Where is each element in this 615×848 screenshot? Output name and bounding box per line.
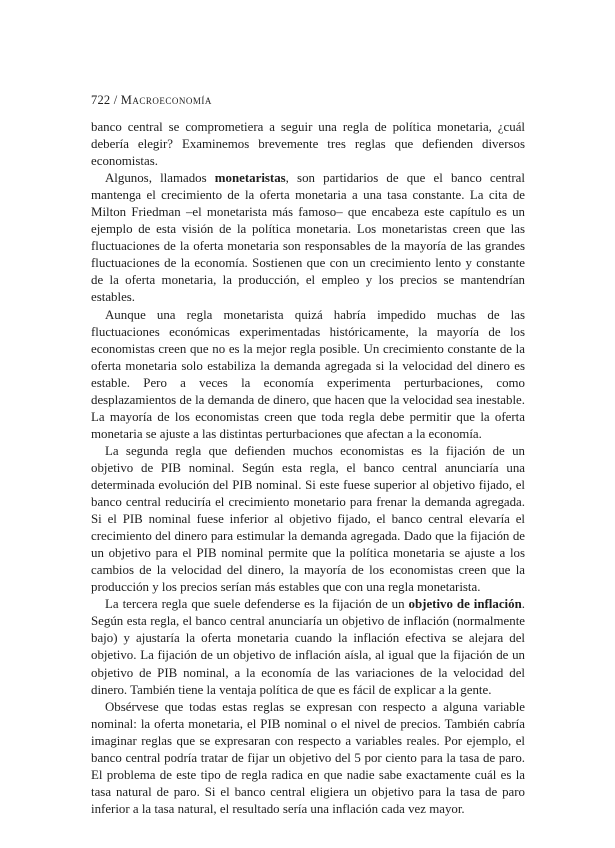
paragraph	[91, 119, 525, 170]
paragraph-text: . Según esta regla, el banco central anunciaría un objetivo de inflación (normalmente bajo) y ajustaría la oferta monetaria cuando la inflación efectiva se alejara del objetivo. La fijación de un objetivo de inflación aísla, al igual que la fijación de un objetivo de PIB nominal, a la economía de las variaciones de la velocidad del dinero. También tiene la ventaja política de que es fácil de explicar a la gente.	[91, 597, 525, 697]
book-title: Macroeconomía	[120, 93, 212, 107]
header-separator: /	[113, 93, 118, 107]
paragraph-text: banco central se comprometiera a seguir una regla de política monetaria, ¿cuál debería elegir? Examinemos brevemente tres reglas que defienden diversos economistas.	[91, 120, 525, 169]
paragraph-text: Algunos, llamados	[105, 171, 215, 186]
bold-term: monetaristas	[214, 171, 286, 186]
running-header	[91, 93, 212, 108]
paragraph-text: La tercera regla que suele defenderse es la fijación de un	[105, 597, 409, 612]
bold-term: objetivo de inflación	[408, 597, 522, 612]
paragraph	[91, 443, 525, 596]
paragraph-text: Obsérvese que todas estas reglas se expresan con respecto a alguna variable nominal: la oferta monetaria, el PIB nominal o el nivel de precios. También cabría imaginar reglas que se expresaran con respecto a variables reales. Por ejemplo, el banco central podría tratar de fijar un objetivo del 5 por ciento para la tasa de paro. El problema de este tipo de regla radica en que nadie sabe exactamente cuál es la tasa natural de paro. Si el banco central eligiera un objetivo para la tasa de paro inferior a la tasa natural, el resultado sería una inflación cada vez mayor.	[91, 699, 525, 816]
paragraph	[91, 307, 525, 443]
body-text	[91, 119, 525, 818]
paragraph-text: La segunda regla que defienden muchos economistas es la fijación de un objetivo de PIB nominal. Según esta regla, el banco central anunciaría una determinada evolución del PIB nominal. Si este fuese superior al objetivo fijado, el banco central reduciría el crecimiento monetario para frenar la demanda agregada. Si el PIB nominal fuese inferior al objetivo fijado, el banco central elevaría el crecimiento del dinero para estimular la demanda agregada. Dado que la fijación de un objetivo para el PIB nominal permite que la política monetaria se ajuste a los cambios de la velocidad del dinero, la mayoría de los economistas creen que la producción y los precios serían más estables que con una regla monetarista.	[91, 443, 525, 595]
paragraph-text: Aunque una regla monetarista quizá habría impedido muchas de las fluctuaciones económicas experimentadas históricamente, la mayoría de los economistas creen que no es la mejor regla posible. Un crecimiento constante de la oferta monetaria solo estabiliza la demanda agregada si la velocidad del dinero es estable. Pero a veces la economía experimenta perturbaciones, como desplazamientos de la demanda de dinero, que hacen que la velocidad sea inestable. La mayoría de los economistas creen que toda regla debe permitir que la oferta monetaria se ajuste a las distintas perturbaciones que afectan a la economía.	[91, 307, 525, 441]
paragraph	[91, 699, 525, 818]
paragraph	[91, 170, 525, 306]
page-number: 722	[91, 93, 111, 107]
paragraph	[91, 596, 525, 698]
paragraph-text: , son partidarios de que el banco central mantenga el crecimiento de la oferta monetaria a una tasa constante. La cita de Milton Friedman –el monetarista más famoso– que encabeza este capítulo es un ejemplo de esta visión de la política monetaria. Los monetaristas creen que las fluctuaciones de la oferta monetaria son responsables de la mayoría de las grandes fluctuaciones de la economía. Sostienen que con un crecimiento lento y constante de la oferta monetaria, la producción, el empleo y los precios se mantendrían estables.	[91, 171, 525, 305]
